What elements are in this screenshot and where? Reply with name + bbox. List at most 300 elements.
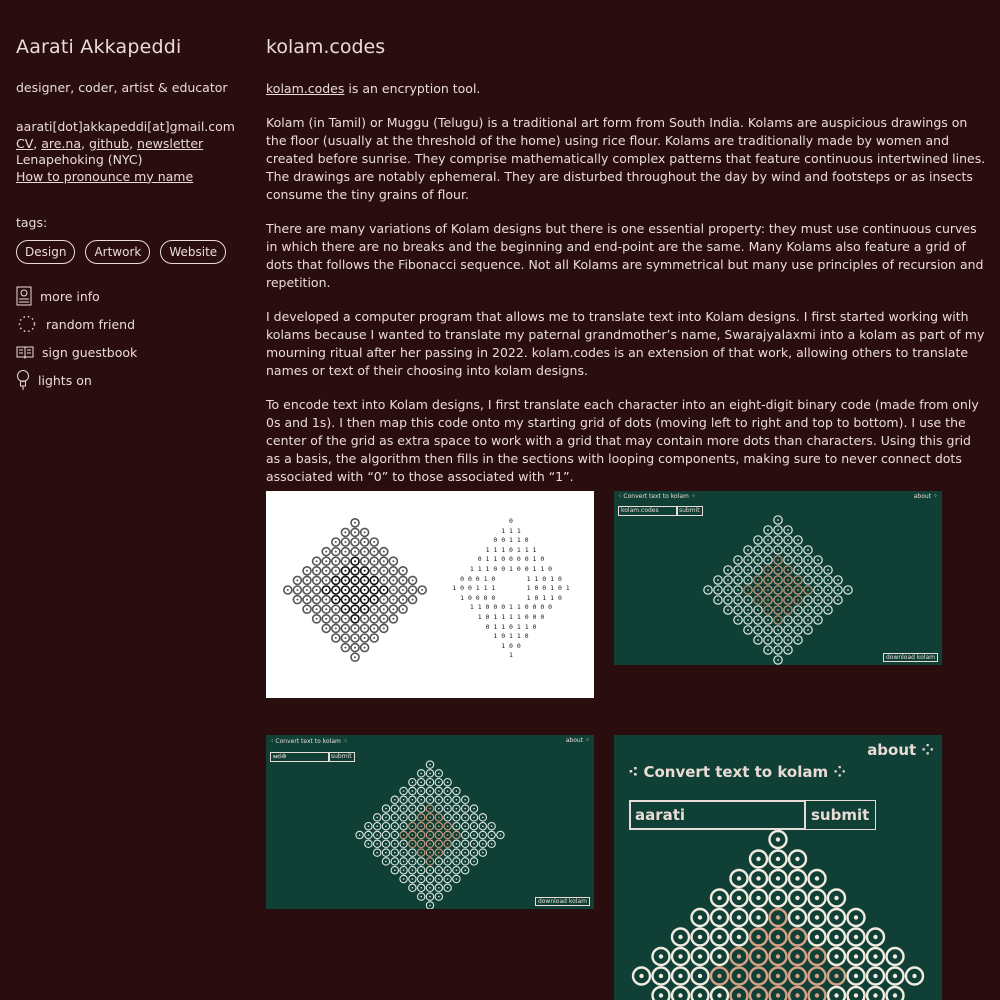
kolam-dot bbox=[412, 887, 414, 889]
kolam-dot bbox=[429, 878, 431, 880]
kolam-dot bbox=[364, 560, 366, 562]
kolam-dot bbox=[776, 876, 780, 880]
kolam-dot bbox=[438, 869, 440, 871]
kolam-dot bbox=[464, 869, 466, 871]
kolam-dot bbox=[817, 619, 819, 621]
sidebar bbox=[16, 36, 246, 396]
kolam-dot bbox=[834, 896, 838, 900]
download-button[interactable]: download kolam bbox=[883, 653, 938, 662]
kolam-dot bbox=[456, 790, 458, 792]
kolam-dot bbox=[296, 579, 298, 581]
kolam-dot bbox=[325, 570, 327, 572]
kolam-dot bbox=[787, 599, 789, 601]
kolam-dot bbox=[456, 799, 458, 801]
kolam-dot bbox=[756, 896, 760, 900]
kolam-dot bbox=[412, 799, 414, 801]
kolam-dot bbox=[747, 629, 749, 631]
kolam-dot bbox=[756, 974, 760, 978]
kolam-dot bbox=[447, 887, 449, 889]
kolam-dot bbox=[659, 993, 663, 997]
kolam-dot bbox=[438, 799, 440, 801]
kolam-dot bbox=[807, 599, 809, 601]
page-title: kolam.codes bbox=[266, 36, 386, 58]
kolam-dot bbox=[787, 639, 789, 641]
kolam-dot bbox=[429, 808, 431, 810]
kolam-dot bbox=[447, 781, 449, 783]
kolam-dot bbox=[385, 861, 387, 863]
kolam-dot bbox=[354, 570, 356, 572]
kolam-codes-link[interactable]: kolam.codes bbox=[266, 81, 345, 96]
random-friend-button[interactable] bbox=[16, 312, 246, 336]
kolam-dot bbox=[717, 599, 719, 601]
kolam-dot bbox=[912, 974, 916, 978]
lights-toggle[interactable] bbox=[16, 368, 246, 392]
kolam-dot bbox=[777, 659, 779, 661]
kolam-dot bbox=[368, 834, 370, 836]
kolam-dot bbox=[797, 539, 799, 541]
kolam-dot bbox=[795, 954, 799, 958]
kolam-dot bbox=[678, 935, 682, 939]
kolam-dot bbox=[373, 627, 375, 629]
kolam-dot bbox=[767, 579, 769, 581]
kolam-app-screenshot-2[interactable] bbox=[266, 735, 594, 909]
kolam-dot bbox=[807, 559, 809, 561]
kolam-dot bbox=[464, 861, 466, 863]
kolam-dot bbox=[815, 954, 819, 958]
kolam-dot bbox=[795, 935, 799, 939]
kolam-dot bbox=[737, 993, 741, 997]
kolam-dot bbox=[698, 974, 702, 978]
kolam-dot bbox=[373, 637, 375, 639]
kolam-dot bbox=[737, 609, 739, 611]
paragraph-2: There are many variations of Kolam designs but there is one essential property: they must use continuous curves in which there are no breaks and the beginning and end-point are the same. Many Kolams also feature a grid of dots that follows the Fibonacci sequence. Not all Kolams are symmetrical but many use principles of recursion and repetition. bbox=[266, 221, 984, 290]
kolam-dot bbox=[777, 549, 779, 551]
kolam-dot bbox=[817, 609, 819, 611]
kolam-dot bbox=[376, 834, 378, 836]
submit-button[interactable]: submit bbox=[676, 506, 703, 516]
kolam-dot bbox=[464, 852, 466, 854]
kolam-dot bbox=[777, 569, 779, 571]
kolam-dot bbox=[737, 896, 741, 900]
kolam-dot bbox=[364, 599, 366, 601]
kolam-dot bbox=[412, 878, 414, 880]
kolam-dot bbox=[368, 825, 370, 827]
kolam-dot bbox=[359, 834, 361, 836]
kolam-dot bbox=[412, 579, 414, 581]
kolam-dot bbox=[429, 861, 431, 863]
cv-link[interactable]: CV bbox=[16, 135, 34, 151]
kolam-dot bbox=[737, 915, 741, 919]
tagline: designer, coder, artist & educator bbox=[16, 80, 228, 95]
kolam-dot bbox=[364, 637, 366, 639]
kolam-dot bbox=[491, 825, 493, 827]
kolam-dot bbox=[767, 649, 769, 651]
submit-button[interactable]: submit bbox=[804, 800, 876, 830]
kolam-dot bbox=[344, 647, 346, 649]
kolam-dot bbox=[777, 539, 779, 541]
kolam-dot bbox=[403, 808, 405, 810]
kolam-dot bbox=[335, 618, 337, 620]
binary-row: 0 0 0 1 0 1 1 0 1 0 bbox=[460, 574, 562, 583]
newsletter-link[interactable]: newsletter bbox=[137, 135, 204, 151]
kolam-dot bbox=[797, 559, 799, 561]
kolam-dot bbox=[787, 549, 789, 551]
kolam-dot bbox=[747, 549, 749, 551]
kolam-dot bbox=[403, 878, 405, 880]
kolam-dot bbox=[795, 915, 799, 919]
kolam-dot bbox=[383, 570, 385, 572]
kolam-dot bbox=[815, 915, 819, 919]
binary-row: 0 bbox=[509, 517, 513, 525]
kolam-dot bbox=[456, 825, 458, 827]
kolam-dot bbox=[757, 619, 759, 621]
text-input[interactable]: aarati bbox=[629, 800, 806, 830]
kolam-dot bbox=[807, 579, 809, 581]
guestbook-button[interactable] bbox=[16, 340, 246, 364]
kolam-dot bbox=[420, 773, 422, 775]
kolam-dot bbox=[364, 647, 366, 649]
submit-button[interactable]: submit bbox=[328, 752, 355, 762]
kolam-dot bbox=[678, 954, 682, 958]
kolam-dot bbox=[456, 834, 458, 836]
kolam-dot bbox=[447, 852, 449, 854]
kolam-dot bbox=[817, 579, 819, 581]
kolam-dot bbox=[756, 993, 760, 997]
kolam-dot bbox=[447, 817, 449, 819]
kolam-dot bbox=[747, 559, 749, 561]
kolam-dot bbox=[827, 599, 829, 601]
kolam-dot bbox=[383, 618, 385, 620]
kolam-dot bbox=[447, 808, 449, 810]
kolam-drawing-color bbox=[614, 491, 942, 665]
download-button[interactable]: download kolam bbox=[535, 897, 590, 906]
kolam-dot bbox=[403, 825, 405, 827]
email: aarati[dot]akkapeddi[at]gmail.com bbox=[16, 119, 235, 134]
kolam-dot bbox=[394, 869, 396, 871]
about-link[interactable]: about ⁘ bbox=[867, 741, 934, 759]
kolam-dot bbox=[815, 896, 819, 900]
kolam-dot bbox=[717, 589, 719, 591]
kolam-dot bbox=[639, 974, 643, 978]
kolam-dot bbox=[854, 915, 858, 919]
kolam-dot bbox=[394, 799, 396, 801]
kolam-dot bbox=[412, 817, 414, 819]
kolam-dot bbox=[757, 609, 759, 611]
kolam-dot bbox=[807, 549, 809, 551]
more-info-button[interactable] bbox=[16, 284, 246, 308]
kolam-dot bbox=[412, 852, 414, 854]
kolam-dot bbox=[383, 627, 385, 629]
kolam-dot bbox=[834, 974, 838, 978]
kolam-dot bbox=[464, 808, 466, 810]
kolam-dot bbox=[797, 619, 799, 621]
kolam-dot bbox=[420, 861, 422, 863]
kolam-dot bbox=[344, 589, 346, 591]
kolam-dot bbox=[335, 627, 337, 629]
kolam-dot bbox=[807, 569, 809, 571]
kolam-dot bbox=[412, 808, 414, 810]
text-input[interactable]: kolam.codes bbox=[618, 506, 678, 516]
kolam-dot bbox=[316, 599, 318, 601]
kolam-dot bbox=[737, 619, 739, 621]
kolam-dot bbox=[756, 954, 760, 958]
kolam-dot bbox=[777, 609, 779, 611]
kolam-dot bbox=[373, 608, 375, 610]
kolam-dot bbox=[354, 560, 356, 562]
kolam-dot bbox=[429, 799, 431, 801]
kolam-dot bbox=[354, 589, 356, 591]
text-input[interactable]: ఆరతి bbox=[270, 752, 330, 762]
kolam-dot bbox=[354, 647, 356, 649]
more-info-label: more info bbox=[40, 288, 100, 304]
kolam-dot bbox=[464, 817, 466, 819]
kolam-dot bbox=[344, 608, 346, 610]
kolam-dot bbox=[383, 599, 385, 601]
kolam-dot bbox=[777, 519, 779, 521]
kolam-dot bbox=[893, 954, 897, 958]
kolam-drawing-zoomed bbox=[614, 735, 942, 1000]
kolam-dot bbox=[420, 781, 422, 783]
kolam-dot bbox=[429, 869, 431, 871]
kolam-dot bbox=[420, 808, 422, 810]
kolam-dot bbox=[854, 954, 858, 958]
kolam-dot bbox=[473, 825, 475, 827]
kolam-dot bbox=[392, 579, 394, 581]
kolam-dot bbox=[747, 599, 749, 601]
kolam-dot bbox=[392, 589, 394, 591]
pronounce-link[interactable]: How to pronounce my name bbox=[16, 168, 194, 184]
github-link[interactable]: github bbox=[88, 135, 130, 151]
kolam-dot bbox=[344, 570, 346, 572]
kolam-dot bbox=[325, 551, 327, 553]
kolam-dot bbox=[473, 861, 475, 863]
kolam-dot bbox=[776, 935, 780, 939]
kolam-app-screenshot-zoomed[interactable] bbox=[614, 735, 942, 1000]
kolam-dot bbox=[429, 773, 431, 775]
kolam-dot bbox=[383, 589, 385, 591]
kolam-dot bbox=[420, 896, 422, 898]
kolam-dot bbox=[777, 619, 779, 621]
kolam-dot bbox=[482, 817, 484, 819]
kolam-dot bbox=[473, 843, 475, 845]
kolam-dot bbox=[659, 954, 663, 958]
kolam-dot bbox=[412, 834, 414, 836]
binary-row: 0 1 1 0 0 0 0 1 0 bbox=[477, 555, 545, 564]
kolam-dot bbox=[412, 843, 414, 845]
kolam-dot bbox=[403, 799, 405, 801]
kolam-dot bbox=[757, 599, 759, 601]
paragraph-3: I developed a computer program that allows me to translate text into Kolam designs. I first started working with kolams because I wanted to translate my paternal grandmother’s name, Swarajyalaxmi into a kolam as part of my mourning ritual after her passing in 2022. kolam.codes is an extension of that work, allowing others to translate names or text of their choosing into kolam designs. bbox=[266, 309, 985, 378]
kolam-dot bbox=[335, 570, 337, 572]
kolam-dot bbox=[325, 618, 327, 620]
kolam-dot bbox=[777, 629, 779, 631]
binary-row: 1 1 0 0 0 1 1 0 0 0 0 bbox=[469, 603, 553, 612]
kolam-dot bbox=[296, 599, 298, 601]
kolam-dot bbox=[335, 560, 337, 562]
kolam-dot bbox=[335, 599, 337, 601]
kolam-dot bbox=[787, 529, 789, 531]
lights-label: lights on bbox=[38, 372, 92, 388]
kolam-dot bbox=[420, 799, 422, 801]
kolam-dot bbox=[385, 825, 387, 827]
kolam-dot bbox=[482, 852, 484, 854]
kolam-dot bbox=[795, 896, 799, 900]
kolam-dot bbox=[737, 559, 739, 561]
kolam-dot bbox=[402, 589, 404, 591]
kolam-dot bbox=[447, 878, 449, 880]
kolam-dot bbox=[757, 549, 759, 551]
kolam-dot bbox=[306, 599, 308, 601]
kolam-dot bbox=[394, 808, 396, 810]
kolam-dot bbox=[482, 825, 484, 827]
kolam-dot bbox=[376, 852, 378, 854]
kolam-dot bbox=[412, 861, 414, 863]
kolam-dot bbox=[403, 817, 405, 819]
kolam-dot bbox=[797, 589, 799, 591]
kolam-dot bbox=[402, 599, 404, 601]
kolam-dot bbox=[787, 569, 789, 571]
kolam-dot bbox=[429, 905, 431, 907]
kolam-dot bbox=[376, 843, 378, 845]
kolam-dot bbox=[776, 837, 780, 841]
kolam-dot bbox=[438, 773, 440, 775]
kolam-dot bbox=[420, 852, 422, 854]
kolam-dot bbox=[438, 781, 440, 783]
kolam-dot bbox=[447, 799, 449, 801]
kolam-dot bbox=[383, 608, 385, 610]
kolam-dot bbox=[354, 608, 356, 610]
kolam-dot bbox=[306, 589, 308, 591]
kolam-dot bbox=[429, 790, 431, 792]
kolam-dot bbox=[344, 579, 346, 581]
kolam-dot bbox=[756, 915, 760, 919]
kolam-dot bbox=[456, 869, 458, 871]
kolam-dot bbox=[335, 589, 337, 591]
arena-link[interactable]: are.na bbox=[41, 135, 82, 151]
kolam-dot bbox=[438, 790, 440, 792]
kolam-dot bbox=[344, 599, 346, 601]
tag-website[interactable]: Website bbox=[160, 240, 226, 264]
about-link[interactable]: about ⁘ bbox=[565, 737, 590, 744]
kolam-dot bbox=[797, 629, 799, 631]
kolam-dot bbox=[776, 857, 780, 861]
kolam-dot bbox=[403, 852, 405, 854]
kolam-dot bbox=[727, 599, 729, 601]
book-icon bbox=[16, 345, 34, 359]
kolam-dot bbox=[394, 817, 396, 819]
kolam-dot bbox=[491, 843, 493, 845]
kolam-binary-image[interactable] bbox=[266, 491, 594, 698]
kolam-dot bbox=[827, 569, 829, 571]
kolam-dot bbox=[394, 852, 396, 854]
kolam-dot bbox=[412, 781, 414, 783]
kolam-dot bbox=[456, 852, 458, 854]
kolam-dot bbox=[354, 618, 356, 620]
kolam-dot bbox=[737, 589, 739, 591]
kolam-dot bbox=[797, 599, 799, 601]
kolam-dot bbox=[344, 637, 346, 639]
kolam-dot bbox=[807, 609, 809, 611]
kolam-dot bbox=[306, 579, 308, 581]
kolam-app-screenshot-1[interactable] bbox=[614, 491, 942, 665]
kolam-dot bbox=[429, 781, 431, 783]
kolam-dot bbox=[717, 954, 721, 958]
kolam-dot bbox=[412, 790, 414, 792]
kolam-dot bbox=[747, 569, 749, 571]
kolam-dot bbox=[364, 608, 366, 610]
kolam-dot bbox=[795, 974, 799, 978]
kolam-dot bbox=[447, 790, 449, 792]
random-friend-label: random friend bbox=[46, 316, 136, 332]
kolam-dot bbox=[787, 649, 789, 651]
kolam-dot bbox=[385, 808, 387, 810]
kolam-dot bbox=[316, 570, 318, 572]
kolam-dot bbox=[354, 531, 356, 533]
about-link[interactable]: about ⁘ bbox=[913, 493, 938, 500]
kolam-dot bbox=[491, 834, 493, 836]
kolam-dot bbox=[464, 843, 466, 845]
tag-list bbox=[16, 240, 246, 264]
binary-row: 0 0 1 1 0 bbox=[493, 536, 529, 545]
kolam-dot bbox=[364, 589, 366, 591]
kolam-dot bbox=[447, 869, 449, 871]
kolam-dot bbox=[776, 896, 780, 900]
kolam-dot bbox=[325, 589, 327, 591]
kolam-dot bbox=[420, 790, 422, 792]
kolam-dot bbox=[456, 808, 458, 810]
kolam-dot bbox=[698, 935, 702, 939]
kolam-dot bbox=[717, 974, 721, 978]
kolam-dot bbox=[854, 974, 858, 978]
kolam-dot bbox=[456, 843, 458, 845]
kolam-dot bbox=[767, 529, 769, 531]
kolam-dot bbox=[807, 629, 809, 631]
kolam-dot bbox=[364, 627, 366, 629]
kolam-dot bbox=[815, 876, 819, 880]
kolam-dot bbox=[757, 559, 759, 561]
kolam-dot bbox=[383, 579, 385, 581]
site-title[interactable]: Aarati Akkapeddi bbox=[16, 36, 182, 58]
kolam-dot bbox=[659, 974, 663, 978]
kolam-dot bbox=[403, 790, 405, 792]
kolam-dot bbox=[354, 522, 356, 524]
kolam-dot bbox=[420, 843, 422, 845]
kolam-dot bbox=[767, 549, 769, 551]
kolam-dot bbox=[376, 817, 378, 819]
kolam-dot bbox=[403, 861, 405, 863]
kolam-dot bbox=[447, 834, 449, 836]
tag-design[interactable]: Design bbox=[16, 240, 75, 264]
kolam-dot bbox=[373, 618, 375, 620]
kolam-dot bbox=[787, 589, 789, 591]
kolam-dot bbox=[757, 569, 759, 571]
kolam-dot bbox=[795, 857, 799, 861]
kolam-dot bbox=[473, 852, 475, 854]
project-content bbox=[266, 36, 988, 502]
kolam-dot bbox=[777, 639, 779, 641]
kolam-dot bbox=[344, 560, 346, 562]
kolam-dot bbox=[737, 974, 741, 978]
kolam-dot bbox=[777, 559, 779, 561]
kolam-dot bbox=[756, 935, 760, 939]
tag-artwork[interactable]: Artwork bbox=[85, 240, 150, 264]
kolam-dot bbox=[837, 589, 839, 591]
kolam-dot bbox=[438, 817, 440, 819]
kolam-dot bbox=[698, 954, 702, 958]
kolam-dot bbox=[737, 954, 741, 958]
kolam-dot bbox=[767, 589, 769, 591]
kolam-dot bbox=[385, 852, 387, 854]
